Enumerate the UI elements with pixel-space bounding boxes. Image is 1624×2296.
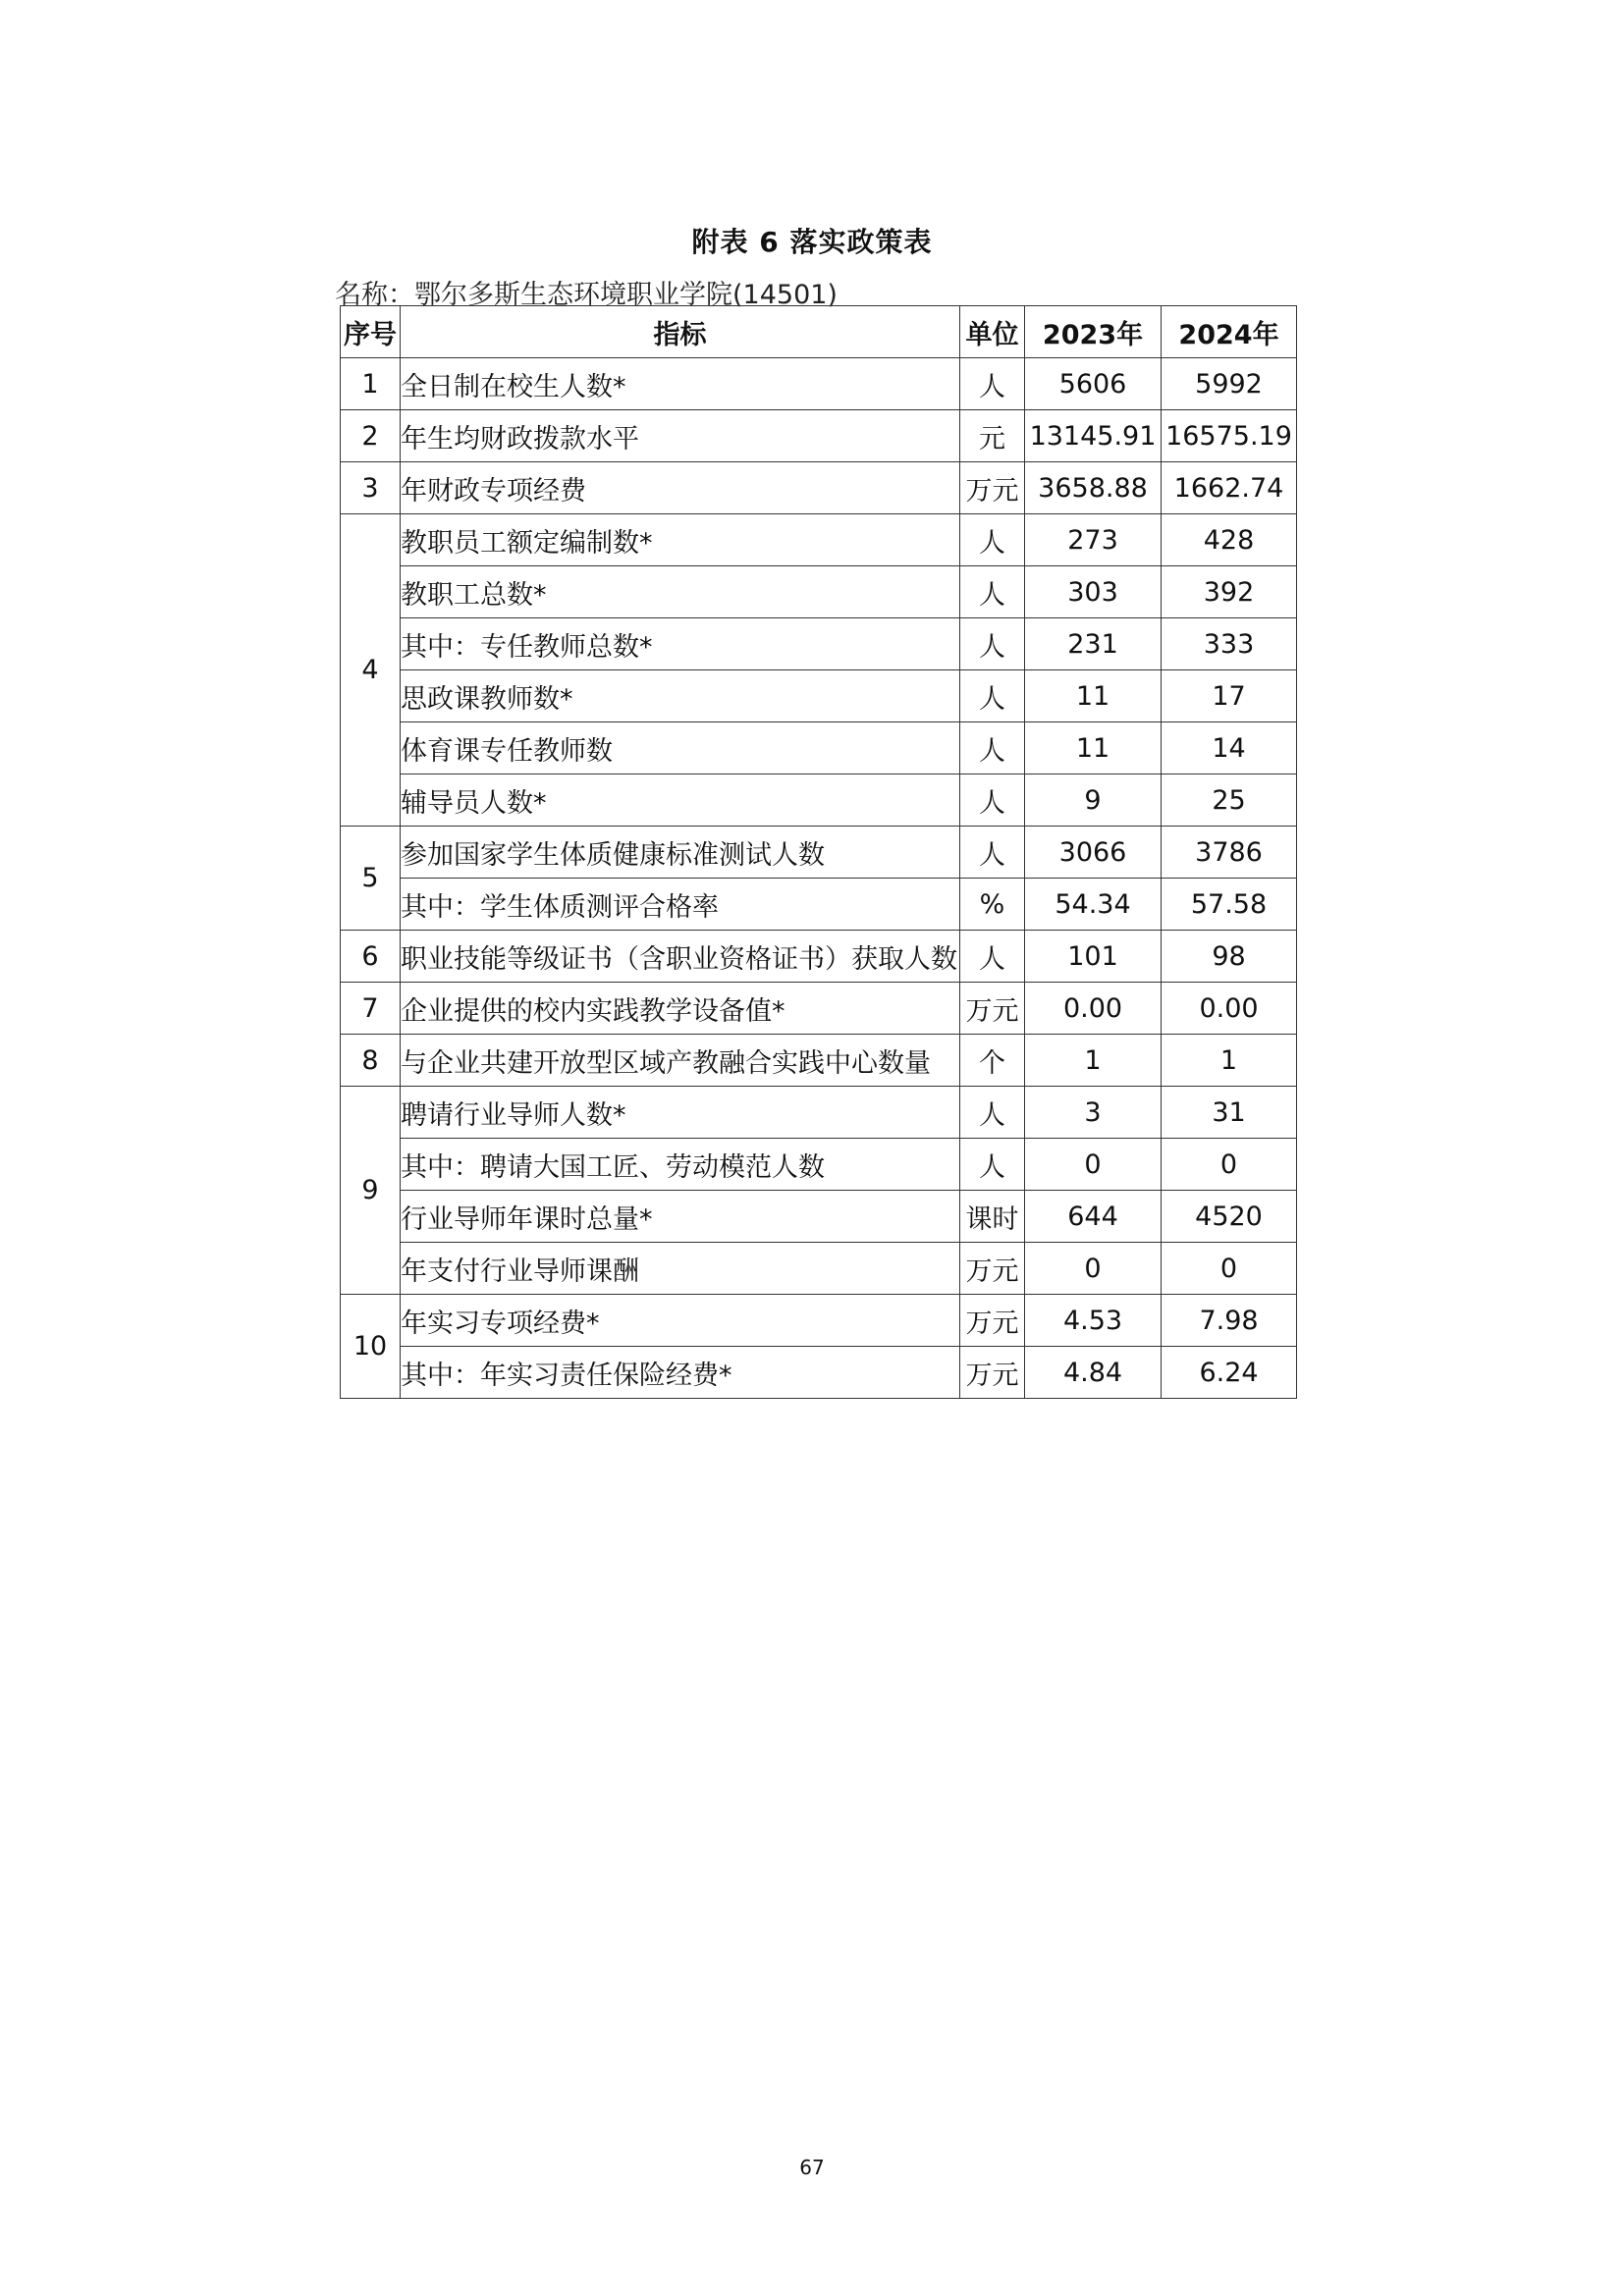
value-2024-cell: 31	[1162, 1087, 1297, 1139]
value-2023-cell: 11	[1025, 722, 1162, 774]
value-2023-cell: 5606	[1025, 358, 1162, 410]
value-2024-cell: 0	[1162, 1139, 1297, 1191]
seq-cell: 1	[341, 358, 401, 410]
page-title: 附表 6 落实政策表	[691, 226, 933, 258]
value-2024-cell: 57.58	[1162, 879, 1297, 931]
value-2023-cell: 231	[1025, 618, 1162, 670]
unit-cell: 人	[960, 514, 1025, 566]
value-2023-cell: 11	[1025, 670, 1162, 722]
institution-name: 名称：鄂尔多斯生态环境职业学院(14501)	[335, 280, 838, 310]
table-row	[341, 1035, 1297, 1087]
unit-cell: 万元	[960, 1295, 1025, 1347]
unit-cell: 人	[960, 1087, 1025, 1139]
indicator-cell: 体育课专任教师数	[401, 722, 960, 774]
table-header-row	[341, 306, 1297, 358]
value-2024-cell: 17	[1162, 670, 1297, 722]
indicator-cell: 年支付行业导师课酬	[401, 1243, 960, 1295]
seq-cell: 4	[341, 514, 401, 827]
value-2024-cell: 1662.74	[1162, 462, 1297, 514]
unit-cell: 万元	[960, 1243, 1025, 1295]
value-2024-cell: 98	[1162, 931, 1297, 983]
table-row	[341, 1191, 1297, 1243]
header-2024: 2024年	[1162, 306, 1297, 358]
table-row	[341, 1087, 1297, 1139]
indicator-cell: 职业技能等级证书（含职业资格证书）获取人数	[401, 931, 960, 983]
table-row	[341, 931, 1297, 983]
value-2023-cell: 3	[1025, 1087, 1162, 1139]
indicator-cell: 与企业共建开放型区域产教融合实践中心数量	[401, 1035, 960, 1087]
value-2023-cell: 1	[1025, 1035, 1162, 1087]
table-row	[341, 879, 1297, 931]
unit-cell: %	[960, 879, 1025, 931]
table-row	[341, 1139, 1297, 1191]
table-row	[341, 566, 1297, 618]
value-2024-cell: 333	[1162, 618, 1297, 670]
table-row	[341, 670, 1297, 722]
unit-cell: 人	[960, 827, 1025, 879]
value-2023-cell: 9	[1025, 774, 1162, 827]
seq-cell: 2	[341, 410, 401, 462]
indicator-cell: 聘请行业导师人数*	[401, 1087, 960, 1139]
value-2023-cell: 3066	[1025, 827, 1162, 879]
value-2023-cell: 273	[1025, 514, 1162, 566]
indicator-cell: 其中：学生体质测评合格率	[401, 879, 960, 931]
value-2024-cell: 4520	[1162, 1191, 1297, 1243]
value-2024-cell: 16575.19	[1162, 410, 1297, 462]
indicator-cell: 其中：年实习责任保险经费*	[401, 1347, 960, 1399]
value-2024-cell: 392	[1162, 566, 1297, 618]
indicator-cell: 年实习专项经费*	[401, 1295, 960, 1347]
table-row	[341, 410, 1297, 462]
table-row	[341, 983, 1297, 1035]
seq-cell: 7	[341, 983, 401, 1035]
indicator-cell: 企业提供的校内实践教学设备值*	[401, 983, 960, 1035]
value-2023-cell: 0	[1025, 1243, 1162, 1295]
value-2023-cell: 303	[1025, 566, 1162, 618]
header-2023: 2023年	[1025, 306, 1162, 358]
value-2023-cell: 54.34	[1025, 879, 1162, 931]
value-2024-cell: 1	[1162, 1035, 1297, 1087]
indicator-cell: 参加国家学生体质健康标准测试人数	[401, 827, 960, 879]
value-2023-cell: 13145.91	[1025, 410, 1162, 462]
table-row	[341, 827, 1297, 879]
indicator-cell: 其中：聘请大国工匠、劳动模范人数	[401, 1139, 960, 1191]
table-row	[341, 774, 1297, 827]
unit-cell: 万元	[960, 983, 1025, 1035]
value-2024-cell: 428	[1162, 514, 1297, 566]
header-unit: 单位	[960, 306, 1025, 358]
value-2024-cell: 0.00	[1162, 983, 1297, 1035]
indicator-cell: 行业导师年课时总量*	[401, 1191, 960, 1243]
indicator-cell: 其中：专任教师总数*	[401, 618, 960, 670]
unit-cell: 人	[960, 358, 1025, 410]
table-row	[341, 462, 1297, 514]
unit-cell: 万元	[960, 1347, 1025, 1399]
indicator-cell: 辅导员人数*	[401, 774, 960, 827]
unit-cell: 人	[960, 670, 1025, 722]
seq-cell: 10	[341, 1295, 401, 1399]
unit-cell: 课时	[960, 1191, 1025, 1243]
table-row	[341, 1347, 1297, 1399]
indicator-cell: 思政课教师数*	[401, 670, 960, 722]
value-2024-cell: 3786	[1162, 827, 1297, 879]
unit-cell: 人	[960, 931, 1025, 983]
unit-cell: 人	[960, 1139, 1025, 1191]
table-row	[341, 722, 1297, 774]
value-2023-cell: 0	[1025, 1139, 1162, 1191]
value-2024-cell: 0	[1162, 1243, 1297, 1295]
value-2024-cell: 6.24	[1162, 1347, 1297, 1399]
unit-cell: 个	[960, 1035, 1025, 1087]
seq-cell: 6	[341, 931, 401, 983]
value-2023-cell: 4.53	[1025, 1295, 1162, 1347]
unit-cell: 元	[960, 410, 1025, 462]
value-2023-cell: 644	[1025, 1191, 1162, 1243]
seq-cell: 9	[341, 1087, 401, 1295]
unit-cell: 人	[960, 722, 1025, 774]
value-2024-cell: 5992	[1162, 358, 1297, 410]
header-seq: 序号	[341, 306, 401, 358]
unit-cell: 人	[960, 618, 1025, 670]
seq-cell: 8	[341, 1035, 401, 1087]
seq-cell: 3	[341, 462, 401, 514]
page-number: 67	[799, 2156, 825, 2179]
unit-cell: 人	[960, 566, 1025, 618]
indicator-cell: 年生均财政拨款水平	[401, 410, 960, 462]
table-row	[341, 1295, 1297, 1347]
unit-cell: 人	[960, 774, 1025, 827]
unit-cell: 万元	[960, 462, 1025, 514]
value-2024-cell: 14	[1162, 722, 1297, 774]
table-row	[341, 1243, 1297, 1295]
value-2023-cell: 3658.88	[1025, 462, 1162, 514]
value-2024-cell: 25	[1162, 774, 1297, 827]
table-row	[341, 358, 1297, 410]
policy-table	[340, 305, 1297, 1399]
indicator-cell: 教职工总数*	[401, 566, 960, 618]
indicator-cell: 全日制在校生人数*	[401, 358, 960, 410]
value-2023-cell: 4.84	[1025, 1347, 1162, 1399]
value-2023-cell: 0.00	[1025, 983, 1162, 1035]
value-2023-cell: 101	[1025, 931, 1162, 983]
seq-cell: 5	[341, 827, 401, 931]
table-row	[341, 514, 1297, 566]
header-indicator: 指标	[401, 306, 960, 358]
value-2024-cell: 7.98	[1162, 1295, 1297, 1347]
indicator-cell: 年财政专项经费	[401, 462, 960, 514]
table-row	[341, 618, 1297, 670]
indicator-cell: 教职员工额定编制数*	[401, 514, 960, 566]
